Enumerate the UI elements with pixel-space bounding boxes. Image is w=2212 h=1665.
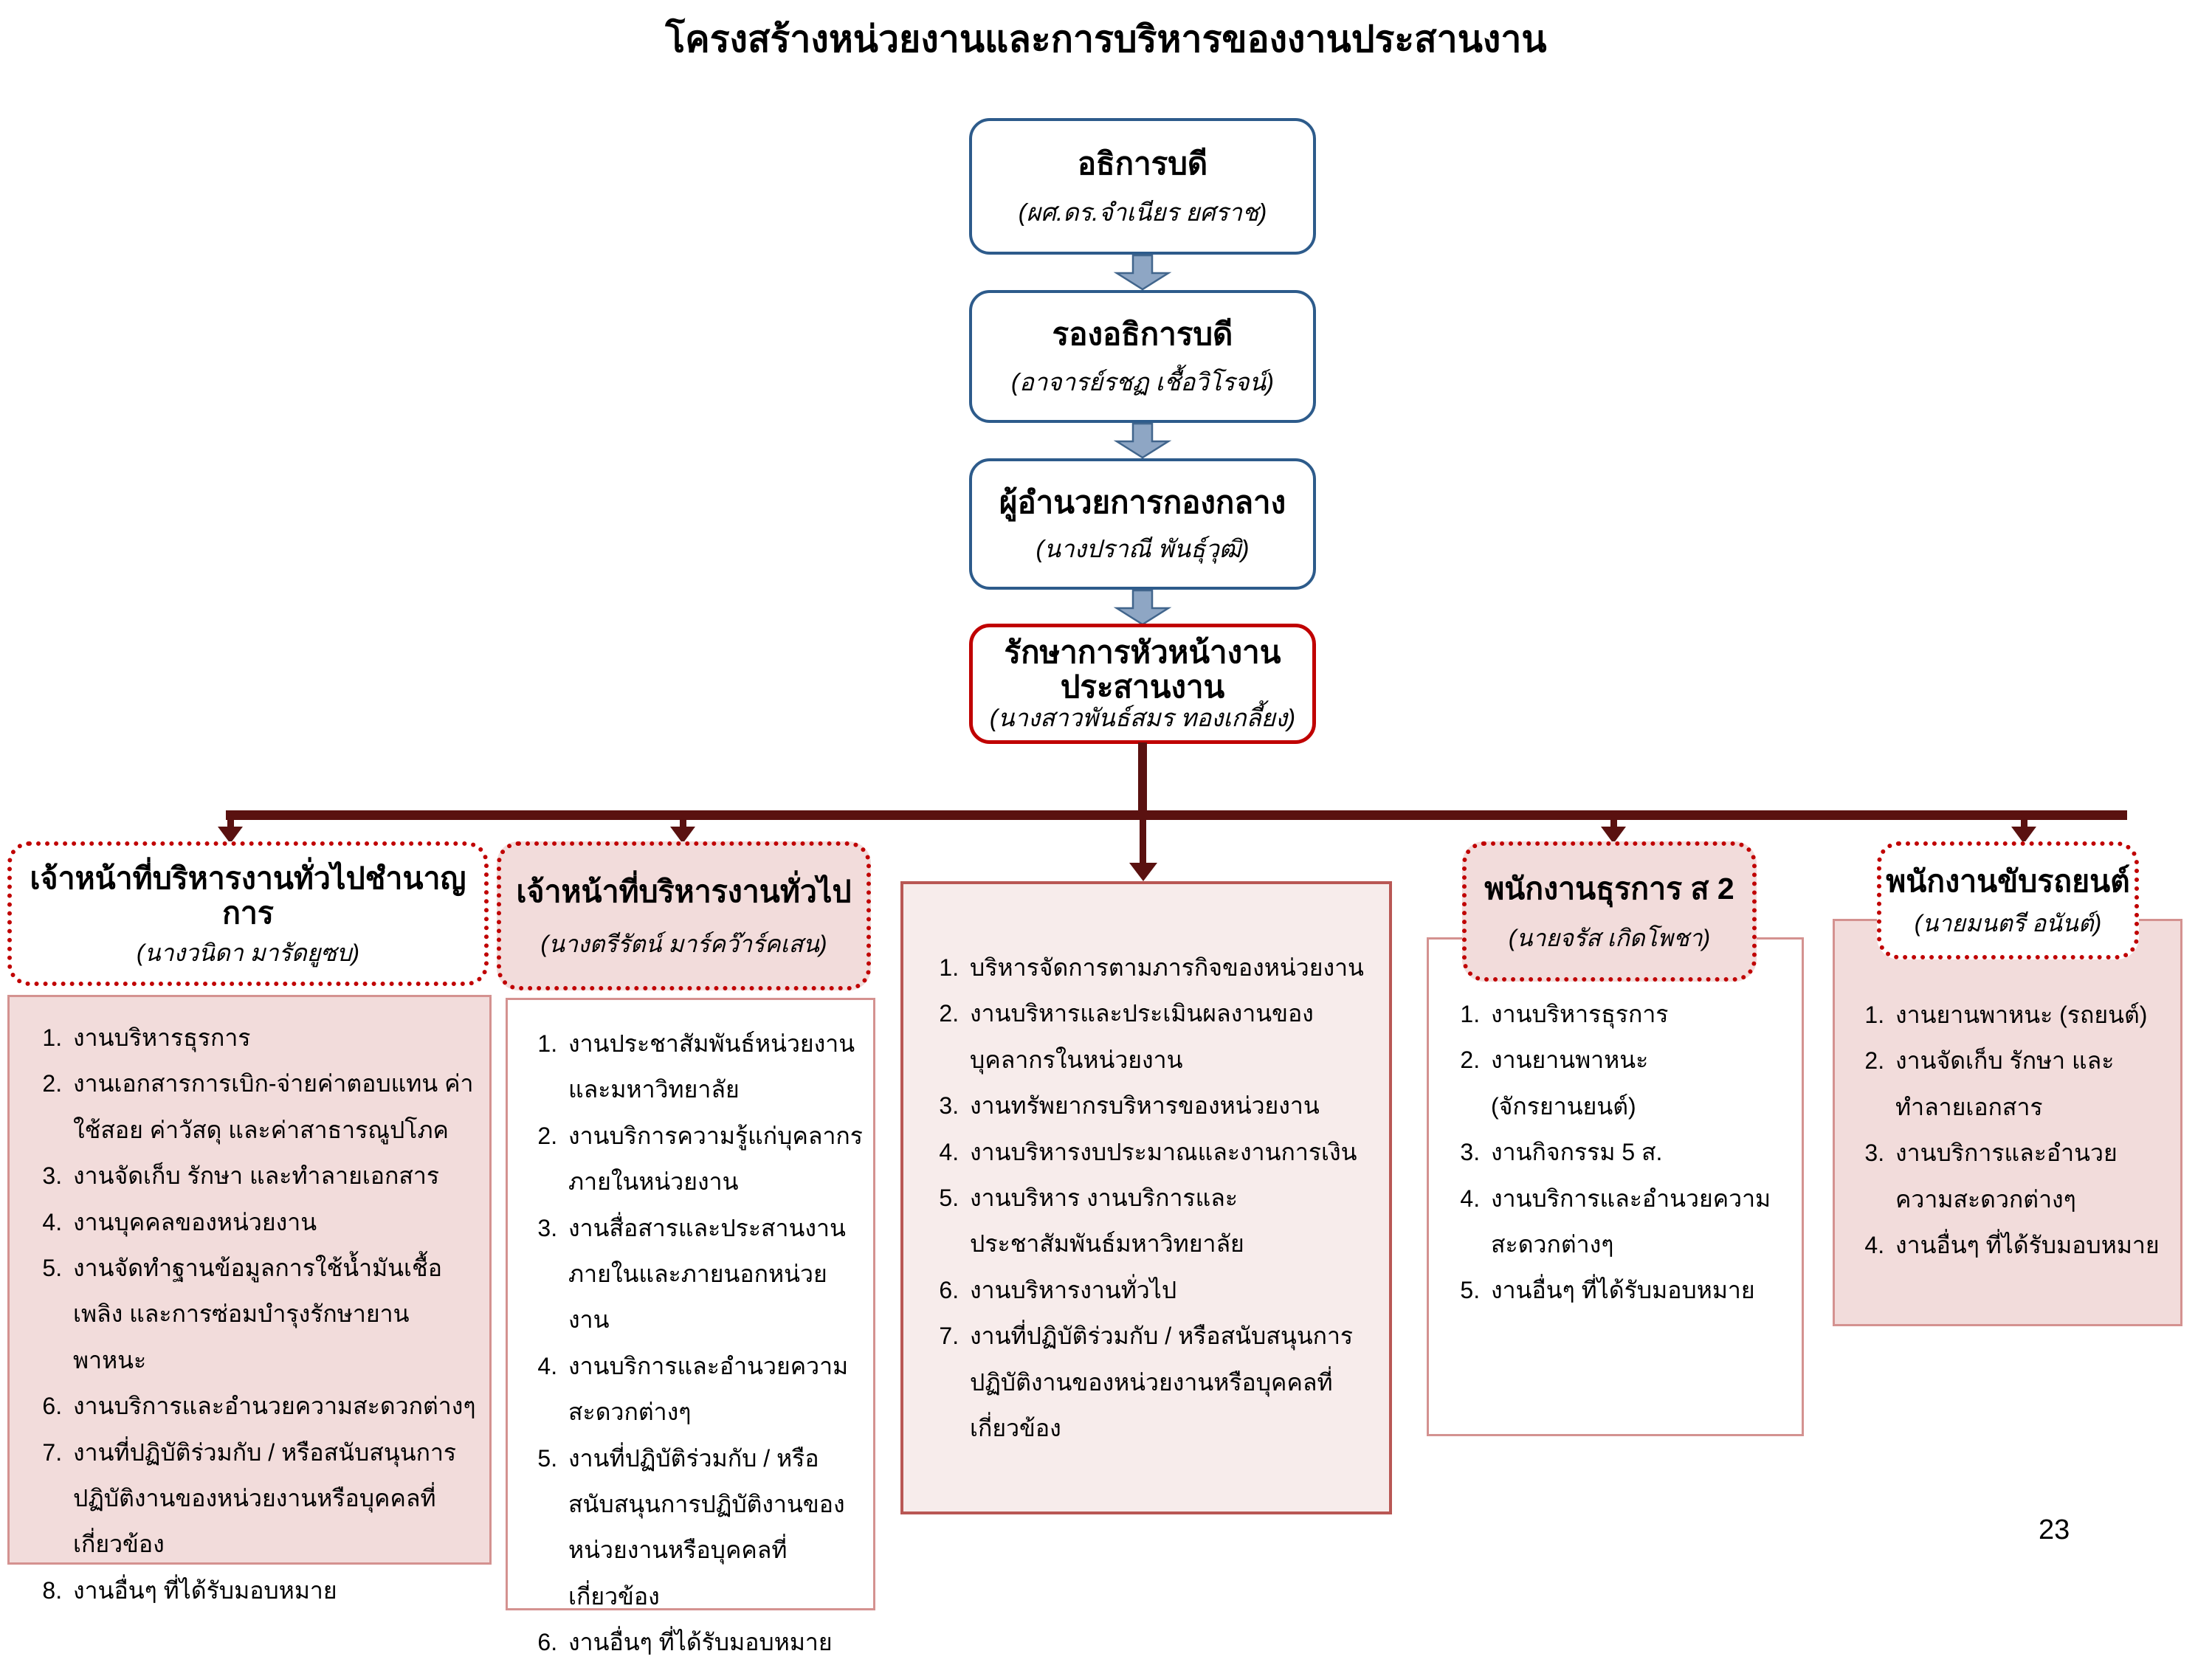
branch-name: (นางตรีรัตน์ มาร์คว๊าร์คเสน) [540,931,827,958]
branch-duty-list-1 [7,995,492,1604]
duty-item: 2. งานเอกสารการเบิก-จ่ายค่าตอบแทน ค่าใช้​สอย ค่าวัสดุ และค่าสาธารณูปโภค [69,1061,480,1153]
duty-item: 5. งานอื่นๆ ที่ได้รับมอบหมาย [1486,1267,1796,1313]
duty-item: 1. งานประชาสัมพันธ์หน่วยงานและ​มหาวิทยาลัย [564,1021,867,1113]
duty-item: 1. งานบริหารธุรการ [69,1015,480,1061]
duty-item: 3. งานทรัพยากรบริหารของหน่วยงาน [965,1083,1379,1128]
duty-item: 3. งานสื่อสารและประสานงาน​ภายในและภายนอกหน่วยงาน [564,1205,867,1343]
duty-list [518,1021,867,1665]
duty-item: 2. งานยานพาหนะ (จักรยานยนต์) [1486,1037,1796,1129]
box-acting-head-title: รักษาการหัวหน้างานประสานงาน [1004,635,1281,704]
box-acting-head-name: (นางสาวพันธ์สมร ทองเกลี้ยง) [989,704,1296,732]
box-vice-president-name: (อาจารย์รชฏ เชื้อวิโรจน์) [1010,368,1275,396]
box-director-title: ผู้อำนวยการกองกลาง [999,484,1286,520]
duty-item: 4. งานบริการและอำนวยความสะดวก​ต่างๆ [1486,1176,1796,1268]
connector-drop-3 [1140,818,1146,863]
branch-header-driver [1877,841,2139,959]
duty-item: 5. งานบริหาร งานบริการและประชาสัมพันธ์​มหาวิทยาลัย [965,1175,1379,1267]
branch-name: (นางวนิดา มารัดยูซบ) [136,939,360,966]
duty-item: 1. งานยานพาหนะ (รถยนต์) [1891,992,2174,1038]
duty-item: 5. งานจัดทำฐานข้อมูลการใช้น้ำมันเชื้อเพลิง ​และการซ่อมบำรุงรักษายานพาหนะ [69,1245,480,1383]
branch-title: พนักงานขับรถยนต์ [1886,863,2130,898]
down-arrow-icon [1115,255,1170,290]
duty-item: 4. งานบุคคลของหน่วยงาน [69,1199,480,1245]
connector-horizontal-bar [226,810,2127,820]
branch-duty-list-3 [900,881,1392,1514]
duty-item: 4. งานบริหารงบประมาณและงานการเงิน [965,1129,1379,1175]
box-acting-head [969,624,1316,744]
box-vice-president-title: รองอธิการบดี [1052,317,1233,352]
duty-list [1441,991,1796,1314]
duty-item: 6. งานอื่นๆ ที่ได้รับมอบหมาย [564,1619,867,1665]
down-arrow-icon [1115,423,1170,458]
duty-item: 2. งานจัดเก็บ รักษา และทำลาย​เอกสาร [1891,1038,2174,1130]
page-title: โครงสร้างหน่วยงานและการบริหารของงานประสานงาน [665,18,1547,60]
duty-list [1845,992,2174,1268]
duty-item: 3. งานกิจกรรม 5 ส. [1486,1129,1796,1175]
duty-item: 6. งานบริหารงานทั่วไป [965,1267,1379,1313]
branch-header-general-admin [497,841,871,990]
connector-stem-main [1138,742,1147,810]
branch-name: (นายจรัส เกิดโพชา) [1508,925,1711,952]
duty-list [920,945,1379,1451]
duty-item: 1. บริหารจัดการตามภารกิจของหน่วยงาน [965,945,1379,990]
box-vice-president [969,290,1316,423]
duty-item: 4. งานอื่นๆ ที่ได้รับมอบหมาย [1891,1222,2174,1268]
duty-item: 3. งานจัดเก็บ รักษา และทำลายเอกสาร [69,1153,480,1199]
branch-header-clerk [1462,841,1757,982]
branch-title: เจ้าหน้าที่บริหารงานทั่วไปชำนาญการ [30,861,466,930]
branch-duty-list-4 [1427,937,1804,1436]
box-president-name: (ผศ.ดร.จำเนียร ยศราช) [1018,198,1267,226]
duty-item: 1. งานบริหารธุรการ [1486,991,1796,1037]
box-president-title: อธิการบดี [1077,145,1208,181]
branch-duty-list-5 [1833,919,2182,1326]
duty-item: 4. งานบริการและอำนวยความสะดวก​ต่างๆ [564,1343,867,1435]
duty-item: 5. งานที่ปฏิบัติร่วมกับ / หรือสนับสนุน​การปฏิบัติงานของหน่วยงานหรือ​บุคคลที่เกี่ยวข้อง [564,1435,867,1620]
branch-header-general-admin-senior [7,841,489,986]
branch-title: พนักงานธุรการ ส 2 [1484,871,1734,906]
duty-item: 2. งานบริหารและประเมินผลงานของบุคลากรใน​หน่วยงาน [965,990,1379,1083]
box-director-name: (นางปราณี พันธุ์วุฒิ) [1036,535,1250,563]
duty-item: 6. งานบริการและอำนวยความสะดวกต่างๆ [69,1383,480,1429]
duty-item: 7. งานที่ปฏิบัติร่วมกับ / หรือสนับสนุน​การปฏิบัติงานของหน่วยงานหรือ​บุคคลที่เกี่ยวข้อง [965,1313,1379,1451]
branch-name: (นายมนตรี อนันต์) [1914,910,2102,937]
box-president [969,118,1316,255]
branch-title: เจ้าหน้าที่บริหารงานทั่วไป [516,874,852,909]
page-number: 23 [2039,1514,2070,1545]
duty-item: 8. งานอื่นๆ ที่ได้รับมอบหมาย [69,1568,480,1613]
duty-list [23,1015,480,1613]
box-director [969,458,1316,590]
arrowhead-icon [1129,863,1157,881]
duty-item: 7. งานที่ปฏิบัติร่วมกับ / หรือสนับสนุนการ​ปฏิบัติงานของหน่วยงานหรือบุคคลที่​เกี่ยวข้อง [69,1430,480,1568]
down-arrow-icon [1115,590,1170,625]
duty-item: 3. งานบริการและอำนวยความสะดวก​ต่างๆ [1891,1130,2174,1222]
branch-duty-list-2 [506,998,875,1656]
duty-item: 2. งานบริการความรู้แก่บุคลากรภายใน​หน่วยงาน [564,1113,867,1205]
